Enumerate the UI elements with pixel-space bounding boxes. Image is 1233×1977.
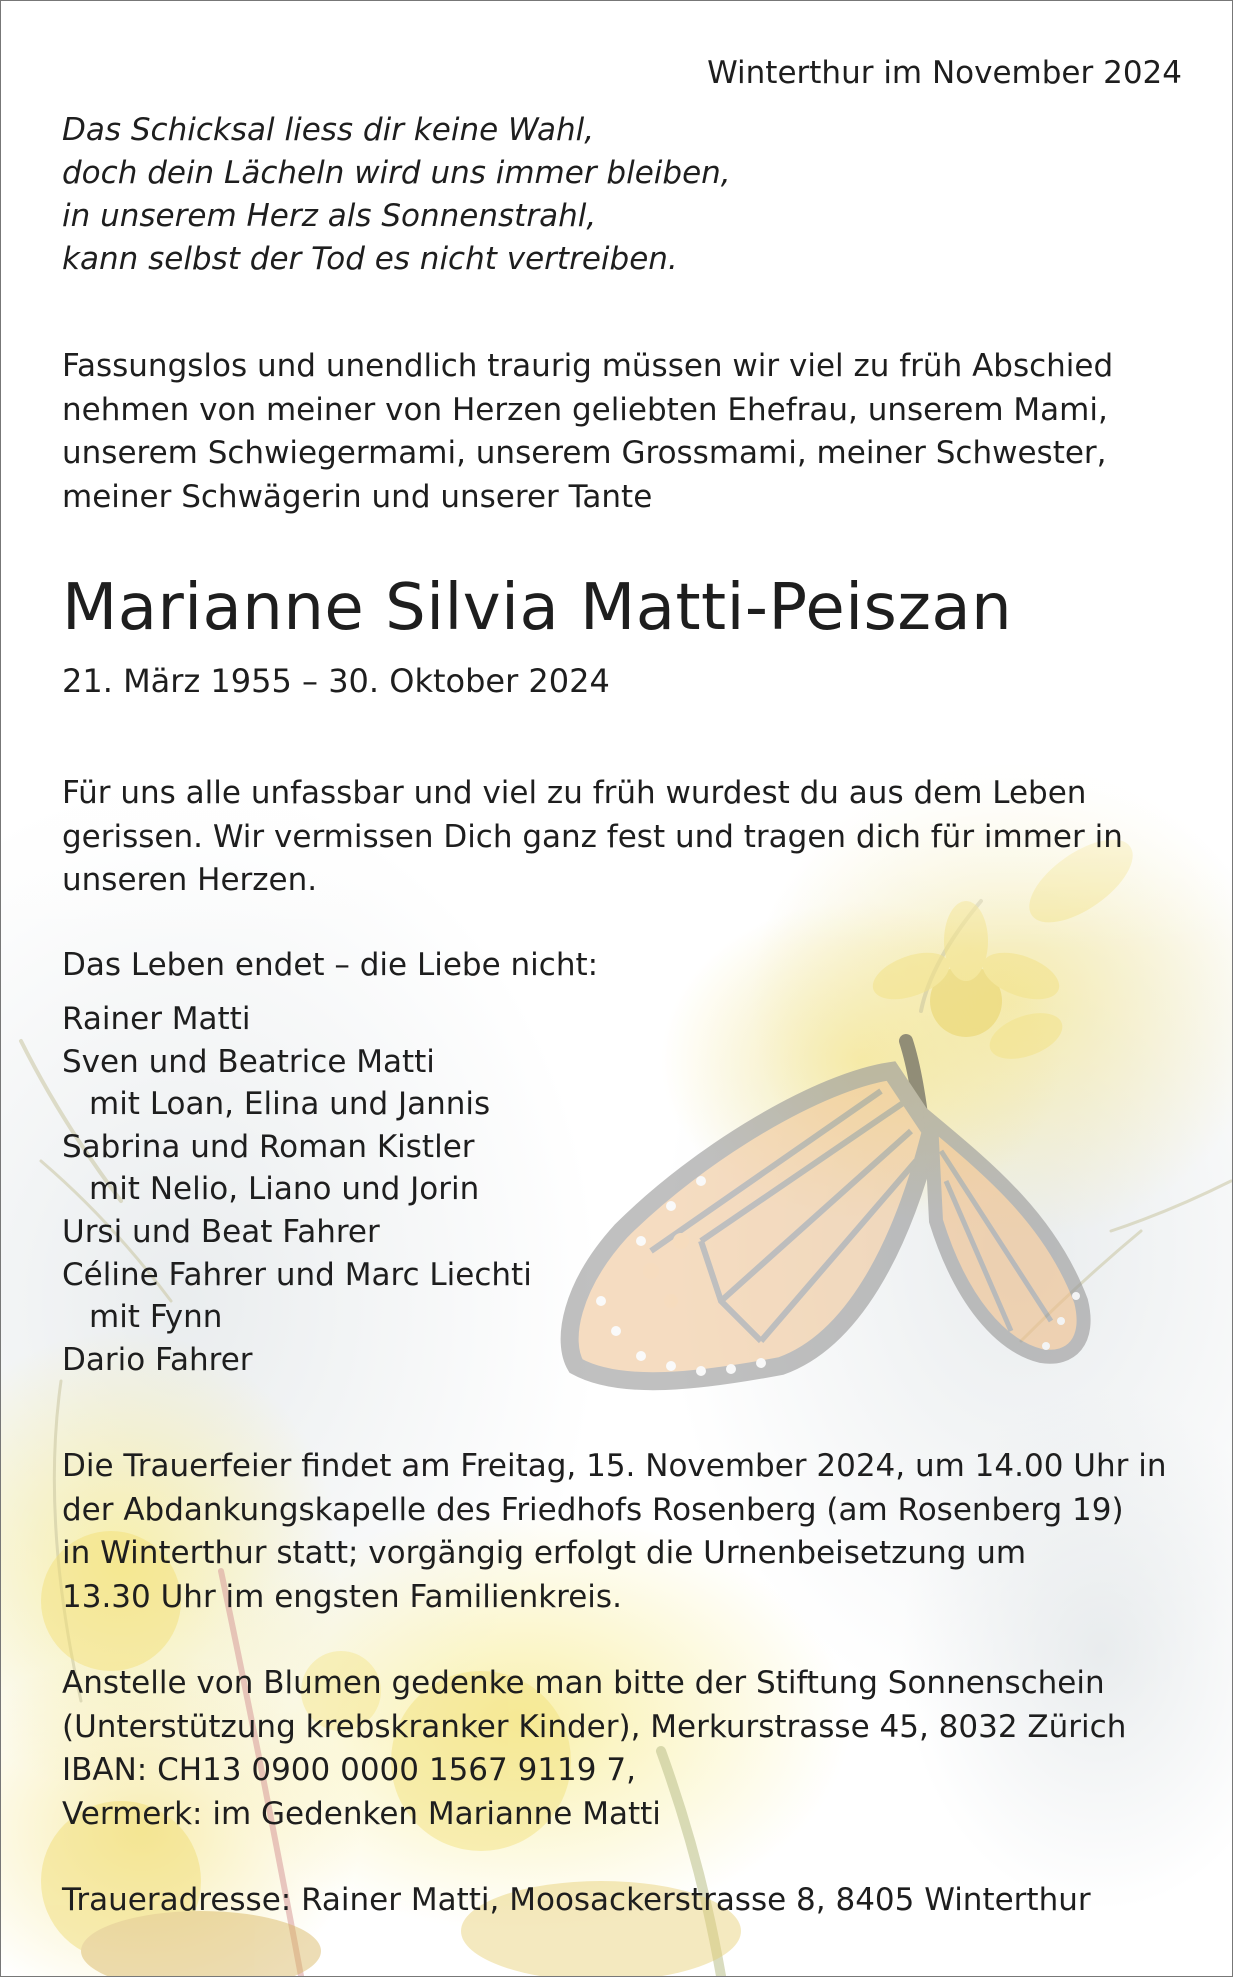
- donation-line: (Unterstützung krebskranker Kinder), Merkurstrasse 45, 8032 Zürich: [62, 1708, 1127, 1745]
- family-member: Ursi und Beat Fahrer: [62, 1213, 380, 1250]
- family-member-children: mit Fynn: [89, 1299, 223, 1336]
- lifespan-dates: 21. März 1955 – 30. Oktober 2024: [62, 662, 610, 700]
- condolence-paragraph: [62, 772, 1123, 903]
- family-list: [62, 998, 532, 1381]
- deceased-name: Marianne Silvia Matti-Peiszan: [62, 571, 1013, 645]
- intro-line: unserem Schwiegermami, unserem Grossmami, meiner Schwester,: [62, 435, 1107, 471]
- condolence-line: Für uns alle unfassbar und viel zu früh wurdest du aus dem Leben: [62, 775, 1087, 811]
- intro-line: nehmen von meiner von Herzen geliebten Ehefrau, unserem Mami,: [62, 391, 1108, 428]
- poem: [62, 109, 731, 281]
- poem-line: doch dein Lächeln wird uns immer bleiben,: [62, 155, 731, 191]
- donation-iban: IBAN: CH13 0900 0000 1567 9119 7,: [62, 1752, 636, 1788]
- family-member: Sven und Beatrice Matti: [62, 1043, 435, 1080]
- ceremony-line: Die Trauerfeier findet am Freitag, 15. November 2024, um 14.00 Uhr in: [62, 1448, 1167, 1484]
- intro-line: Fassungslos und unendlich traurig müssen wir viel zu früh Abschied: [62, 348, 1114, 384]
- donation-line: Anstelle von Blumen gedenke man bitte der Stiftung Sonnenschein: [62, 1665, 1105, 1701]
- poem-line: in unserem Herz als Sonnenstrahl,: [62, 198, 597, 234]
- ceremony-line: 13.30 Uhr im engsten Familienkreis.: [62, 1578, 622, 1615]
- place-date: Winterthur im November 2024: [707, 55, 1182, 91]
- intro-paragraph: [62, 345, 1113, 519]
- family-member: Sabrina und Roman Kistler: [62, 1128, 475, 1165]
- donation-line: Vermerk: im Gedenken Marianne Matti: [62, 1795, 661, 1832]
- family-member: Céline Fahrer und Marc Liechti: [62, 1256, 532, 1293]
- family-member: Dario Fahrer: [62, 1341, 253, 1378]
- donation-paragraph: [62, 1662, 1126, 1836]
- family-member-children: mit Nelio, Liano und Jorin: [89, 1171, 480, 1208]
- family-member: Rainer Matti: [62, 1001, 251, 1037]
- ceremony-line: in Winterthur statt; vorgängig erfolgt die Urnenbeisetzung um: [62, 1535, 1027, 1571]
- love-quote: Das Leben endet – die Liebe nicht:: [62, 947, 599, 983]
- condolence-line: unseren Herzen.: [62, 862, 318, 898]
- intro-line: meiner Schwägerin und unserer Tante: [62, 478, 653, 515]
- family-member-children: mit Loan, Elina und Jannis: [89, 1086, 491, 1123]
- poem-line: Das Schicksal liess dir keine Wahl,: [62, 112, 595, 148]
- poem-line: kann selbst der Tod es nicht vertreiben.: [62, 241, 678, 277]
- ceremony-line: der Abdankungskapelle des Friedhofs Rosenberg (am Rosenberg 19): [62, 1491, 1124, 1528]
- mourning-address: Traueradresse: Rainer Matti, Moosackerstrasse 8, 8405 Winterthur: [62, 1882, 1091, 1918]
- ceremony-paragraph: [62, 1445, 1166, 1619]
- condolence-line: gerissen. Wir vermissen Dich ganz fest und tragen dich für immer in: [62, 818, 1123, 855]
